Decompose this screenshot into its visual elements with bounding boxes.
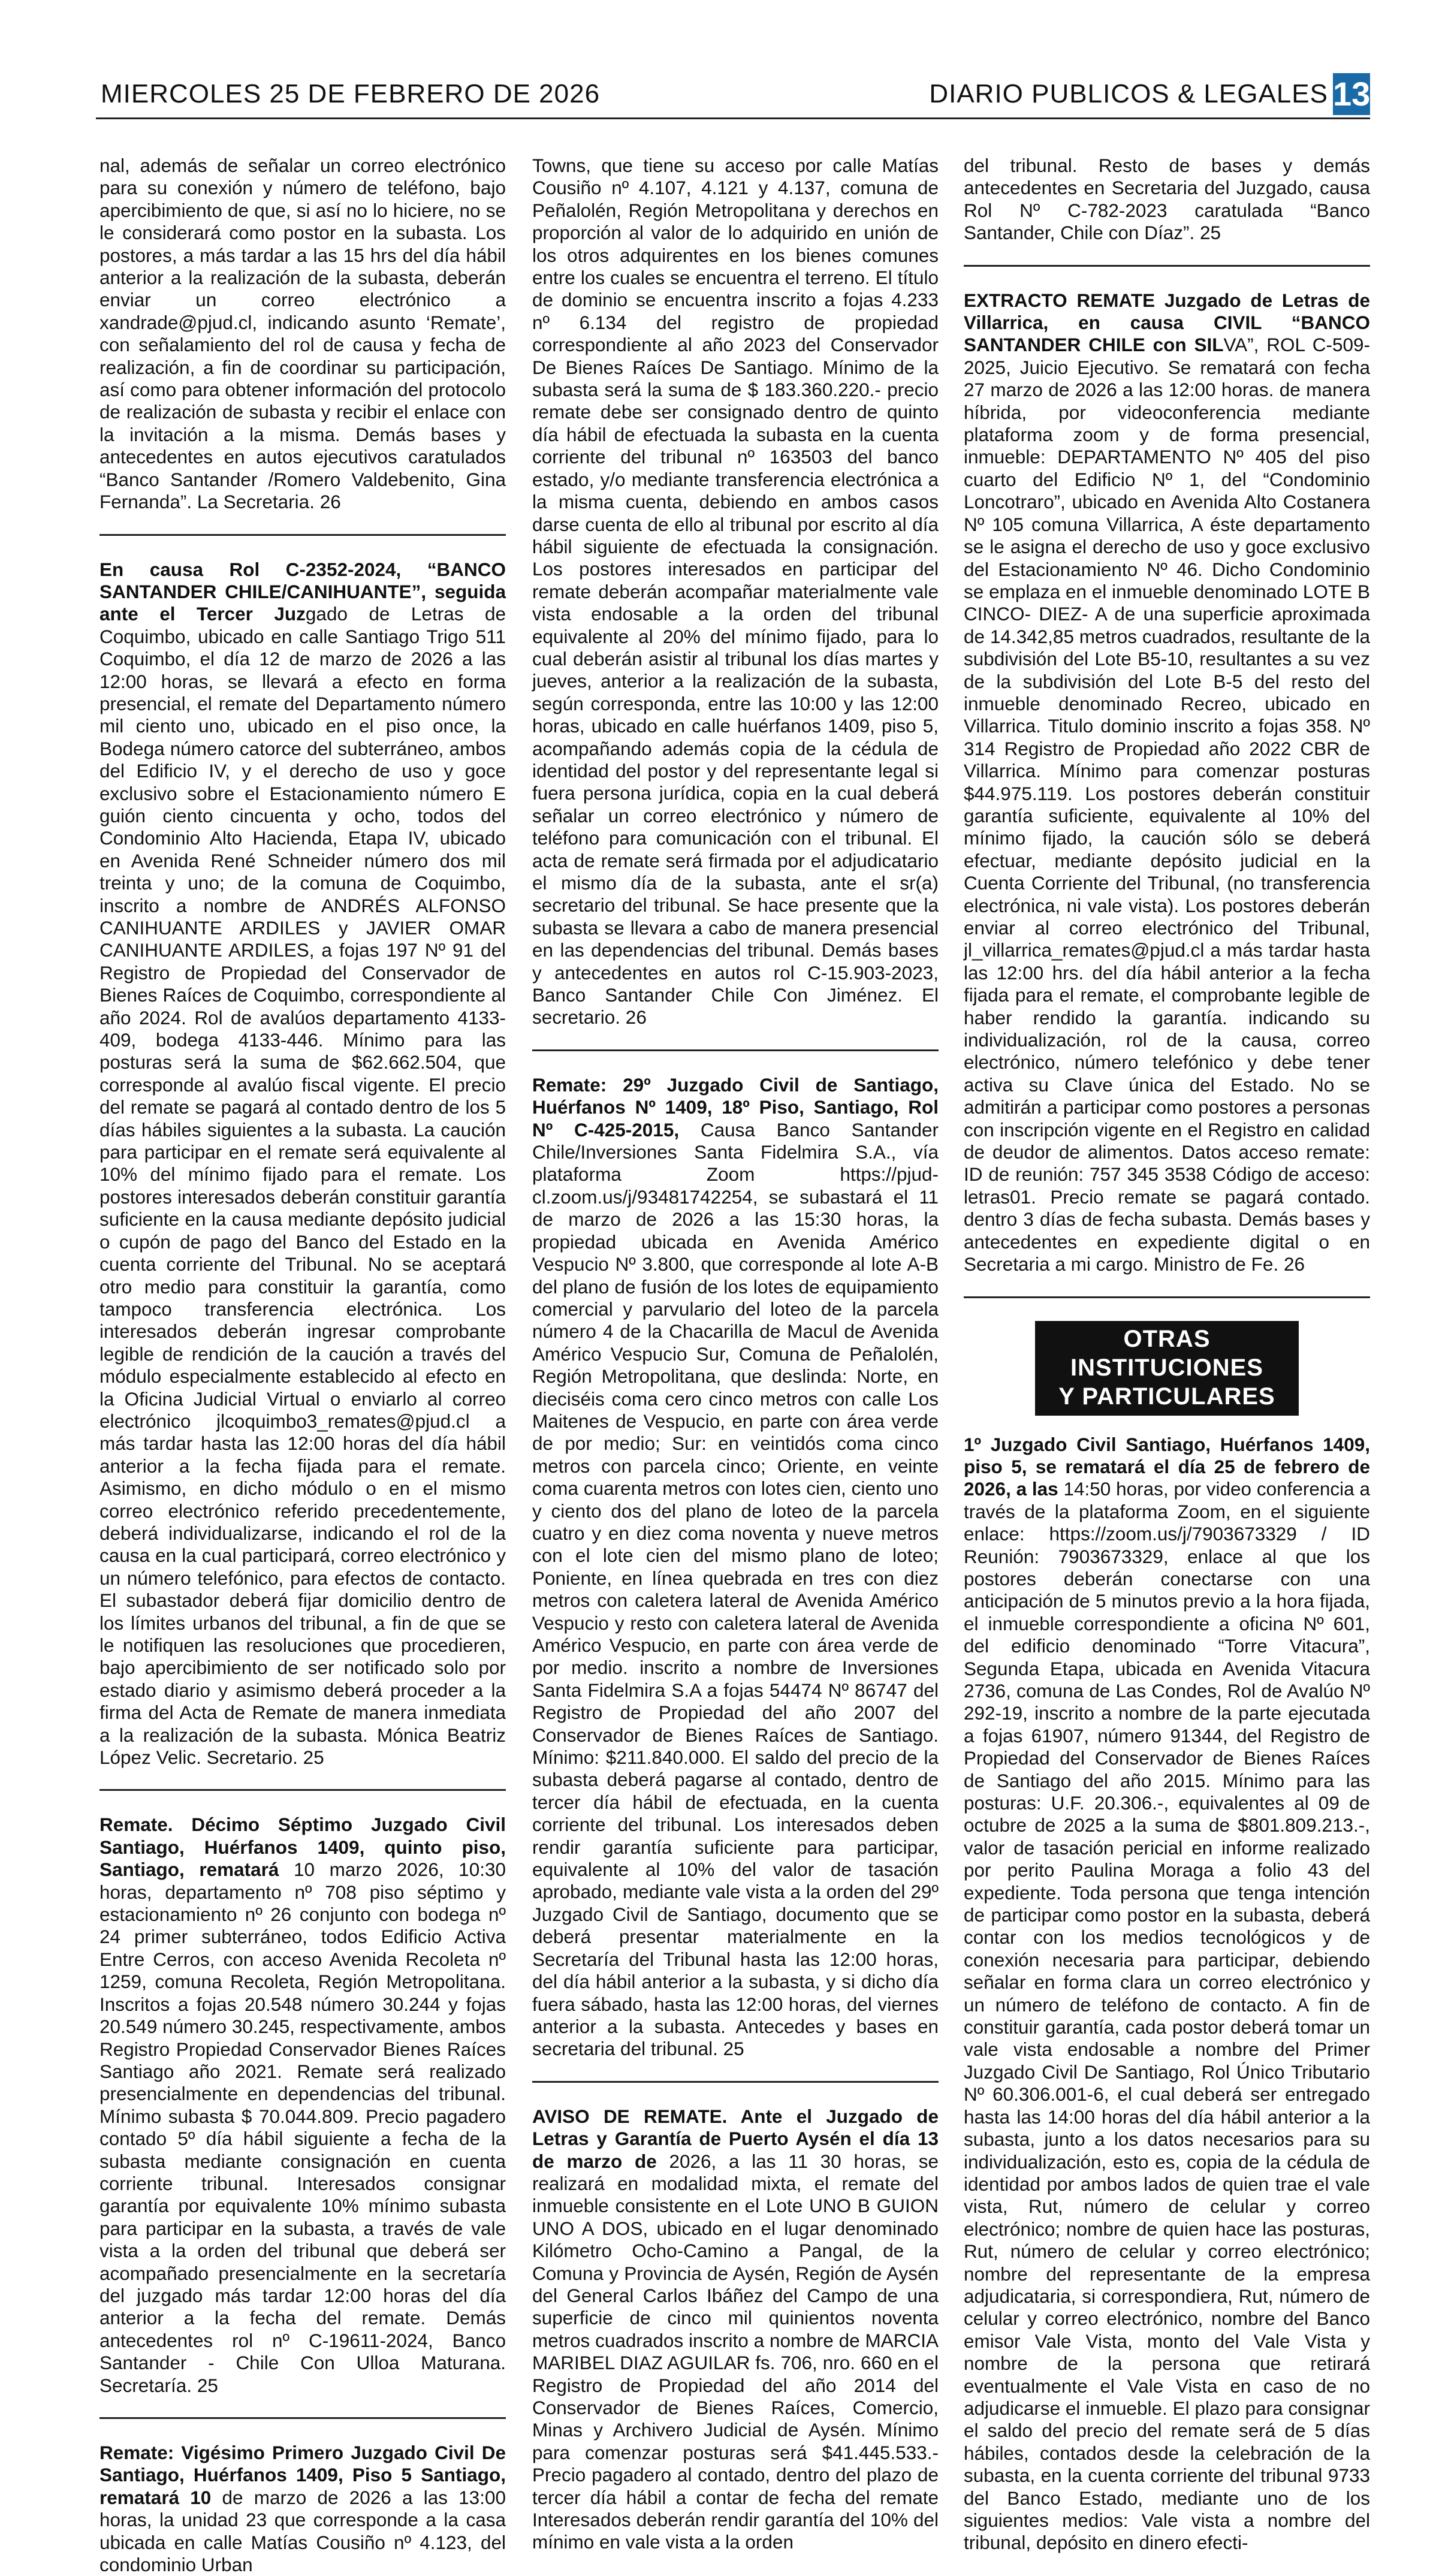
notice-paragraph bbox=[99, 559, 506, 1769]
banner-line: OTRAS INSTITUCIONES bbox=[1070, 1325, 1263, 1381]
column-3 bbox=[964, 155, 1371, 2554]
notice-text: Causa Banco Santander Chile/Inversiones Santa Fidelmira S.A., vía plataforma Zoom https://pjud-cl.zoom.us/j/93481742254, se subastará el 11 de marzo de 2026 a las 15:30 horas, la propiedad ubicada en Avenida Américo Vespucio Nº 3.800, que corresponde al lote A-B del plano de fusión de los lotes de equipamiento comercial y parvulario del loteo de la parcela número 4 de la Chacarilla de Macul de Avenida Américo Vespucio Sur, Comuna de Peñalolén, Región Metropolitana, que deslinda: Norte, en dieciséis coma cero cinco metros con calle Los Maitenes de Vespucio, en parte con área verde de por medio; Sur: en veintidós coma cinco metros con parcela cinco; Oriente, en veinte coma cuarenta metros con lotes cien, ciento uno y ciento dos del plano de loteo de la parcela cuatro y en diez coma noventa y nueve metros con el lote cien del mismo plano de loteo; Poniente, en línea quebrada en tres con diez metros con caletera lateral de Avenida Américo Vespucio y resto con caletera lateral de Avenida Américo Vespucio, en parte con área verde de por medio. inscrito a nombre de Inversiones Santa Fidelmira S.A a fojas 54474 Nº 86747 del Registro de Propiedad del año 2007 del Conservador de Bienes Raíces de Santiago. Mínimo: $211.840.000. El saldo del precio de la subasta deberá pagarse al contado, dentro de tercer día hábil de efectuada, en la cuenta corriente del tribunal. Los interesados deben rendir garantía suficiente para participar, equivalente al 10% del valor de tasación aprobado, mediante vale vista a la orden del 29º Juzgado Civil de Santiago, documento que se deberá presentar materialmente en la Secretaría del Tribunal hasta las 12:00 horas, del día hábil anterior a la subasta, y si dicho día fuera sábado, hasta las 12:00 horas, del viernes anterior a la subasta. Antecedes y bases en secretaria del tribunal. 25 bbox=[532, 1118, 939, 2060]
notice-paragraph bbox=[964, 1434, 1370, 2554]
notice-heading: 1º Juzgado Civil Santiago, Huérfanos 1409, piso 5, se rematará el día 25 de febrero de 2026, a las bbox=[964, 1433, 1370, 1500]
notice-separator bbox=[99, 2417, 506, 2419]
section-banner bbox=[1035, 1321, 1299, 1416]
notice-text: 2026, a las 11 30 horas, se realizará en modalidad mixta, el remate del inmueble consistente en el Lote UNO B GUION UNO A DOS, ubicado en el lugar denominado Kilómetro Ocho-Camino a Pangal, de la Comuna y Provincia de Aysén, Región de Aysén del General Carlos Ibáñez del Campo de una superficie de cinco mil quinientos noventa metros cuadrados inscrito a nombre de MARCIA MARIBEL DIAZ AGUILAR fs. 706, nro. 660 en el Registro de Propiedad del año 2014 del Conservador de Bienes Raíces, Comercio, Minas y Archivero Judicial de Aysén. Mínimo para comenzar posturas será $41.445.533.- Precio pagadero al contado, dentro del plazo de tercer día hábil a contar de fecha del remate Interesados deberán rendir garantía del 10% del mínimo en vale vista a la orden bbox=[532, 2150, 939, 2553]
notice-heading: Remate: 29º Juzgado Civil de Santiago, Huérfanos Nº 1409, 18º Piso, Santiago, Rol Nº C-425-2015, bbox=[532, 1073, 939, 1141]
column-1 bbox=[99, 155, 506, 2576]
notice-separator bbox=[532, 2081, 939, 2083]
notice-text: del tribunal. Resto de bases y demás antecedentes en Secretaria del Juzgado, causa Rol Nº C-782-2023 caratulada “Banco Santander, Chile con Díaz”. 25 bbox=[964, 155, 1370, 244]
notice-paragraph bbox=[964, 289, 1370, 1276]
header-rule bbox=[96, 117, 1370, 119]
notice-heading: AVISO DE REMATE. Ante el Juzgado de Letras y Garantía de Puerto Aysén el día 13 de marzo de bbox=[532, 2105, 939, 2172]
issue-date: MIERCOLES 25 DE FEBRERO DE 2026 bbox=[101, 79, 601, 108]
notice-paragraph bbox=[99, 1814, 506, 2397]
notice-paragraph bbox=[532, 2106, 939, 2554]
banner-line: Y PARTICULARES bbox=[1058, 1383, 1275, 1410]
notice-text: Towns, que tiene su acceso por calle Matías Cousiño nº 4.107, 4.121 y 4.137, comuna de Peñalolén, Región Metropolitana y derechos en proporción al valor de lo adquirido en unión de los otros adquirentes en los bienes comunes entre los cuales se encuentra el terreno. El título de dominio se encuentra inscrito a fojas 4.233 nº 6.134 del registro de propiedad correspondiente al año 2023 del Conservador De Bienes Raíces De Santiago. Mínimo de la subasta será la suma de $ 183.360.220.- precio remate debe ser consignado dentro de quinto día hábil de efectuada la subasta en la cuenta corriente del tribunal nº 163503 del banco estado, y/o mediante transferencia electrónica a la misma cuenta, debiendo en ambos casos darse cuenta de ello al tribunal por escrito al día hábil siguiente de efectuada la consignación. Los postores interesados en participar del remate deberán acompañar materialmente vale vista endosable a la orden del tribunal equivalente al 20% del mínimo fijado, para lo cual deberán asistir al tribunal los días martes y jueves, anterior a la realización de la subasta, según corresponda, entre las 10:00 y las 12:00 horas, ubicado en calle huérfanos 1409, piso 5, acompañando además copia de la cédula de identidad del postor y del representante legal si fuera persona jurídica, copia en la cual deberá señalar un correo electrónico y número de teléfono para comunicación con el tribunal. El acta de remate será firmada por el adjudicatario el mismo día de la subasta, ante el sr(a) secretario del tribunal. Se hace presente que la subasta se llevara a cabo de manera presencial en las dependencias del tribunal. Demás bases y antecedentes en autos rol C-15.903-2023, Banco Santander Chile Con Jiménez. El secretario. 26 bbox=[532, 155, 939, 1028]
notice-heading: En causa Rol C-2352-2024, “BANCO SANTANDER CHILE/CANIHUANTE”, seguida ante el Tercer Juz bbox=[99, 558, 506, 625]
page-number: 13 bbox=[1333, 73, 1370, 115]
notice-heading: Remate: Vigésimo Primero Juzgado Civil De Santiago, Huérfanos 1409, Piso 5 Santiago, rematará 10 bbox=[99, 2442, 506, 2508]
notice-text: de marzo de 2026 a las 13:00 horas, la unidad 23 que corresponde a la casa ubicada en calle Matías Cousiño nº 4.123, del condominio Urban bbox=[99, 2486, 506, 2576]
notice-separator bbox=[99, 1789, 506, 1791]
notice-paragraph bbox=[532, 1074, 939, 2061]
page-header bbox=[96, 77, 1370, 114]
notice-separator bbox=[532, 1049, 939, 1051]
notice-text: 14:50 horas, por video conferencia a través de la plataforma Zoom, en el siguiente enlace: https://zoom.us/j/7903673329 / ID Reunión: 7903673329, enlace al que los postores deberán conectarse con una anticipación de 5 minutos previo a la hora fijada, el inmueble correspondiente a oficina Nº 601, del edificio denominado “Torre Vitacura”, Segunda Etapa, ubicada en Avenida Vitacura 2736, comuna de Las Condes, Rol de Avalúo Nº 292-19, inscrito a nombre de la parte ejecutada a fojas 61907, número 91344, del Registro de Propiedad del Conservador de Bienes Raíces de Santiago del año 2015. Mínimo para las posturas: U.F. 20.306.-, equivalentes al 09 de octubre de 2025 a la suma de $801.809.213.-, valor de tasación pericial en informe realizado por perito Paulina Moraga a folio 43 del expediente. Toda persona que tenga intención de participar como postor en la subasta, deberá contar con los medios tecnológicos y de conexión necesaria para participar, debiendo señalar en forma clara un correo electrónico y un número de teléfono de contacto. A fin de constituir garantía, cada postor deberá tomar un vale vista endosable a nombre del Primer Juzgado Civil De Santiago, Rol Único Tributario Nº 60.306.001-6, el cual deberá ser entregado hasta las 14:00 horas del día hábil anterior a la subasta, junto a los datos necesarios para su individualización, esto es, copia de la cédula de identidad por ambos lados de quien trae el vale vista, Rut, número de celular y correo electrónico; nombre de quien hace las posturas, Rut, número de celular y correo electrónico; nombre del representante de la empresa adjudicataria, si correspondiera, Rut, número de celular y correo electrónico, nombre del Banco emisor Vale Vista, monto del Vale Vista y nombre de la persona que retirará eventualmente el Vale Vista en caso de no adjudicarse el inmueble. El plazo para consignar el saldo del precio del remate será de 5 días hábiles, contados desde la celebración de la subasta, en la cuenta corriente del tribunal 9733 del Banco Estado, mediante uno de los siguientes medios: Vale vista a nombre del tribunal, depósito en dinero efecti- bbox=[964, 1478, 1371, 2554]
notice-separator bbox=[964, 1296, 1370, 1298]
notice-text: nal, además de señalar un correo electrónico para su conexión y número de teléfono, bajo apercibimiento de que, si así no lo hiciere, no se le considerará como postor en la subasta. Los postores, a más tardar a las 15 hrs del día hábil anterior a la realización de la subasta, deberán enviar un correo electrónico a xandrade@pjud.cl, indicando asunto ‘Remate’, con señalamiento del rol de causa y fecha de realización, a fin de coordinar su participación, así como para obtener información del protocolo de realización de subasta y recibir el enlace con la invitación a la misma. Demás bases y antecedentes en autos ejecutivos caratulados “Banco Santander /Romero Valdebenito, Gina Fernanda”. La Secretaria. 26 bbox=[99, 155, 506, 513]
notice-separator bbox=[964, 265, 1370, 267]
notice-text: VA”, ROL C-509-2025, Juicio Ejecutivo. Se rematará con fecha 27 marzo de 2026 a las 12:00 horas. de manera híbrida, por videoconferencia mediante plataforma zoom y de forma presencial, inmueble: DEPARTAMENTO Nº 405 del piso cuarto del Edificio Nº 1, del “Condominio Loncotraro”, ubicado en Avenida Alto Costanera Nº 105 comuna Villarrica, A éste departamento se le asigna el derecho de uso y goce exclusivo del Estacionamiento Nº 46. Dicho Condominio se emplaza en el inmueble denominado LOTE B CINCO- DIEZ- A de una superficie aproximada de 14.342,85 metros cuadrados, resultante de la subdivisión del Lote B5-10, resultantes a su vez de la subdivisión del Lote B-5 del resto del inmueble denominado Recreo, ubicado en Villarrica. Titulo dominio inscrito a fojas 358. Nº 314 Registro de Propiedad año 2022 CBR de Villarrica. Mínimo para comenzar posturas $44.975.119. Los postores deberán constituir garantía suficiente, equivalente al 10% del mínimo fijado, la caución sólo se deberá efectuar, mediante depósito judicial en la Cuenta Corriente del Tribunal, (no transferencia electrónica, ni vale vista). Los postores deberán enviar al correo electrónico del Tribunal, jl_villarrica_remates@pjud.cl a más tardar hasta las 12:00 hrs. del día hábil anterior a la fecha fijada para el remate, el comprobante legible de haber rendido la garantía. indicando su individualización, rol de la causa, correo electrónico, número telefónico y debe tener activa su Clave única del Estado. No se admitirán a participar como postores a personas con inscripción vigente en el Registro en calidad de deudor de alimentos. Datos acceso remate: ID de reunión: 757 345 3538 Código de acceso: letras01. Precio remate se pagará contado. dentro 3 días de fecha subasta. Demás bases y antecedentes en expediente digital o en Secretaria a mi cargo. Ministro de Fe. 26 bbox=[964, 334, 1370, 1275]
notice-heading: Remate. Décimo Séptimo Juzgado Civil Santiago, Huérfanos 1409, quinto piso, Santiago, rematará bbox=[99, 1814, 506, 1881]
notice-separator bbox=[99, 534, 506, 536]
newspaper-name: DIARIO PUBLICOS & LEGALES bbox=[929, 79, 1328, 108]
notice-heading: EXTRACTO REMATE Juzgado de Letras de Villarrica, en causa CIVIL “BANCO SANTANDER CHILE con SIL bbox=[964, 289, 1370, 356]
notice-text: gado de Letras de Coquimbo, ubicado en calle Santiago Trigo 511 Coquimbo, el día 12 de marzo de 2026 a las 12:00 horas, se llevará a efecto en forma presencial, el remate del Departamento número mil ciento uno, ubicado en el piso once, la Bodega número catorce del subterráneo, ambos del Edificio IV, y el derecho de uso y goce exclusivo sobre el Estacionamiento número E guión ciento cincuenta y ocho, todos del Condominio Alto Hacienda, Etapa IV, ubicado en Avenida René Schneider número dos mil treinta y uno; de la comuna de Coquimbo, inscrito a nombre de ANDRÉS ALFONSO CANIHUANTE ARDILES y JAVIER OMAR CANIHUANTE ARDILES, a fojas 197 Nº 91 del Registro de Propiedad del Conservador de Bienes Raíces de Coquimbo, correspondiente al año 2024. Rol de avalúos departamento 4133-409, bodega 4133-446. Mínimo para las posturas será la suma de $62.662.504, que corresponde al avalúo fiscal vigente. El precio del remate se pagará al contado dentro de los 5 días hábiles siguientes a la subasta. La caución para participar en el remate será equivalente al 10% del mínimo fijado para el remate. Los postores interesados deberán constituir garantía suficiente en la causa mediante depósito judicial o cupón de pago del Banco del Estado en la cuenta corriente del Tribunal. No se aceptará otro medio para constituir la garantía, como tampoco transferencia electrónica. Los interesados deberán ingresar comprobante legible de rendición de la caución a través del módulo especialmente establecido al efecto en la Oficina Judicial Virtual o enviarlo al correo electrónico jlcoquimbo3_remates@pjud.cl a más tardar hasta las 12:00 horas del día hábil anterior a la fecha fijada para el remate. Asimismo, en dicho módulo o en el mismo correo electrónico referido precedentemente, deberá individualizarse, indicando el rol de la causa en la cual participará, correo electrónico y un número telefónico, para efectos de contacto. El subastador deberá fijar domicilio dentro de los límites urbanos del tribunal, a fin de que se le notifiquen las resoluciones que procedieren, bajo apercibimiento de ser notificado solo por estado diario y asimismo deberá proceder a la firma del Acta de Remate de manera inmediata a la realización de la subasta. Mónica Beatriz López Velic. Secretario. 25 bbox=[99, 603, 506, 1769]
notice-text: 10 marzo 2026, 10:30 horas, departamento nº 708 piso séptimo y estacionamiento nº 26 conjunto con bodega nº 24 primer subterráneo, todos Edificio Activa Entre Cerros, con acceso Avenida Recoleta nº 1259, comuna Recoleta, Región Metropolitana. Inscritos a fojas 20.548 número 30.244 y fojas 20.549 número 30.245, respectivamente, ambos Registro Propiedad Conservador Bienes Raíces Santiago año 2021. Remate será realizado presencialmente en dependencias del tribunal. Mínimo subasta $ 70.044.809. Precio pagadero contado 5º día hábil siguiente a fecha de la subasta mediante consignación en cuenta corriente tribunal. Interesados consignar garantía por equivalente 10% mínimo subasta para participar en la subasta, a través de vale vista a la orden del tribunal que deberá ser acompañado presencialmente en la secretaría del juzgado más tardar 12:00 horas del día anterior a la fecha del remate. Demás antecedentes rol nº C-19611-2024, Banco Santander - Chile Con Ulloa Maturana. Secretaría. 25 bbox=[99, 1859, 506, 2396]
notice-paragraph bbox=[99, 2442, 506, 2576]
column-2 bbox=[532, 155, 939, 2553]
